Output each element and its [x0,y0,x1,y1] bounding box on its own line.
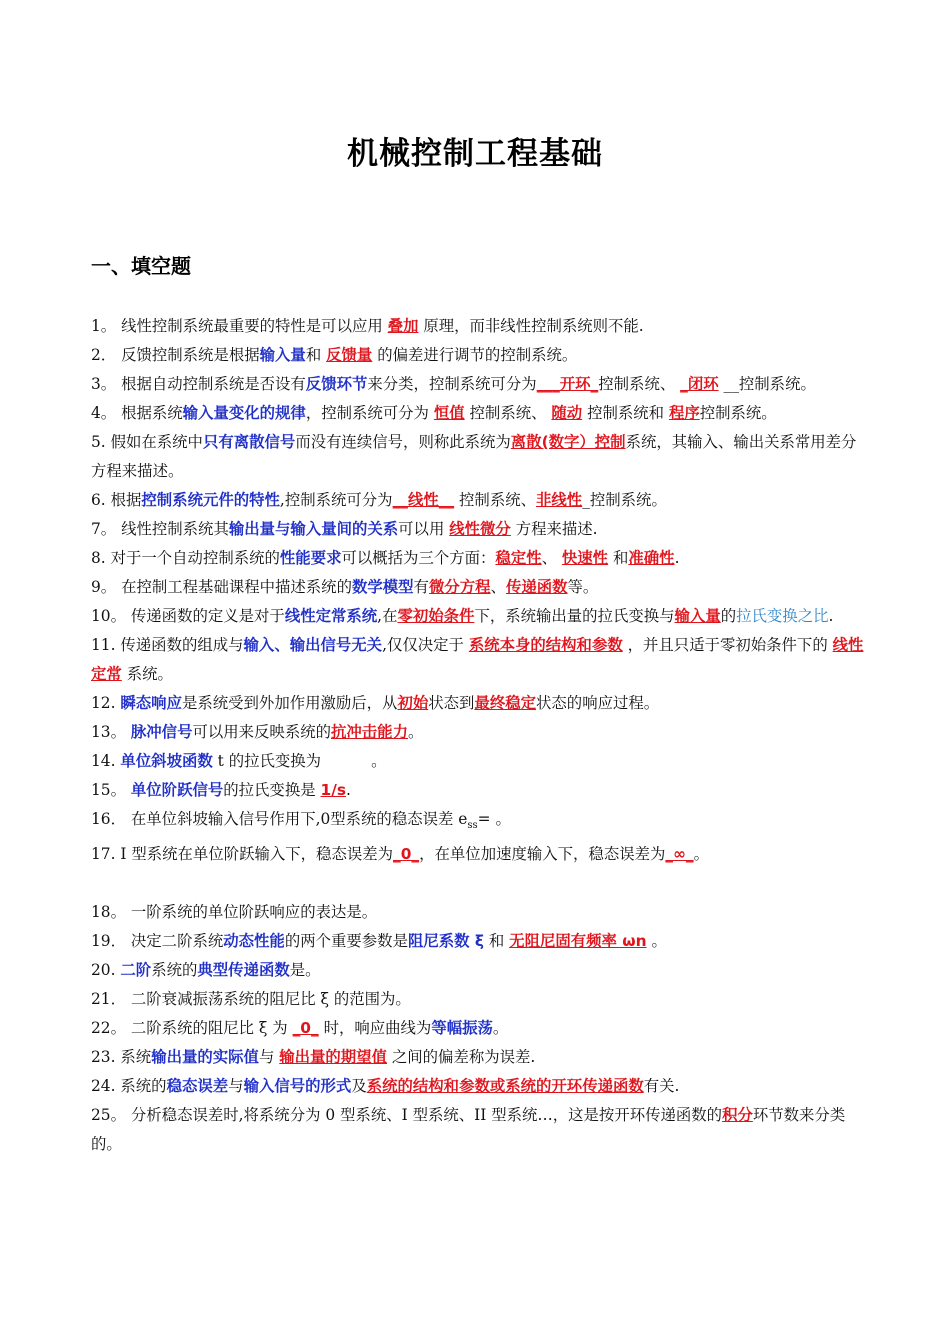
question-item [91,486,869,515]
question-text: 与 [258,1048,280,1067]
answer-blank: _0_ [292,1019,319,1038]
question-item [91,840,869,869]
question-number: 24. [91,1077,116,1096]
keyword-term: 脉冲信号 [130,723,193,741]
question-text: 环节数来分类的。 [91,1106,846,1154]
question-text: 传递函数的定义是对于 [130,607,285,625]
question-item [91,1072,869,1101]
question-number: 13。 [91,723,126,741]
question-number: 4。 [91,404,117,422]
question-text: 与 [228,1077,244,1096]
question-item [91,515,869,544]
question-text: 时，响应曲线为 [318,1019,432,1038]
question-text: 根据系统 [121,404,183,422]
question-number: 19． [91,932,126,951]
question-text: 决定二阶系统 [130,932,224,951]
question-text: 、 [541,549,562,567]
question-text: 来分类，控制系统可分为 [367,375,537,393]
answer-blank: _0_ [393,845,420,864]
question-number: 2． [91,346,117,364]
question-number: 1。 [91,317,117,335]
question-text: 方程来描述. [510,520,598,538]
keyword-term: 输出量的实际值 [151,1048,259,1067]
question-text: I 型系统在单位阶跃输入下，稳态误差为 [120,845,394,864]
question-text: 。 [371,752,387,770]
answer-blank: 叠加 [387,317,419,335]
question-text: 是。 [289,961,321,980]
question-item [91,747,869,776]
question-number: 16． [91,810,126,828]
section-heading: 一、填空题 [91,254,191,278]
answer-blank: 稳定性 [495,549,542,567]
question-number: 3。 [91,375,117,393]
question-item [91,312,869,341]
answer-blank: 程序 [668,404,700,422]
question-text: 传递函数的组成与 [120,636,244,654]
answer-blank: 准确性 [628,549,675,567]
answer-blank: 输入量 [674,607,721,625]
question-number: 9。 [91,578,117,596]
question-text: 的拉氏变换是 [223,781,321,799]
question-text: 二阶系统的阻尼比 ξ 为 [130,1019,293,1038]
question-item [91,956,869,985]
question-item [91,544,869,573]
question-item [91,985,869,1014]
answer-blank: 线性微分 [449,520,511,538]
question-text: __控制系统。 [718,375,816,393]
question-text: 。 [646,932,667,951]
question-item [91,805,869,840]
question-number: 15。 [91,781,126,799]
question-number: 14. [91,752,116,770]
question-text: 根据自动控制系统是否设有 [121,375,306,393]
document-title: 机械控制工程基础 [347,136,603,172]
subscript: ss [467,820,478,832]
question-text: 。 [492,1019,509,1038]
question-list [91,312,869,1159]
question-text: 分析稳态误差时,将系统分为 0 型系统、I 型系统、II 型系统…，这是按开环传递函数的 [130,1106,723,1125]
question-number: 21． [91,990,126,1009]
question-item [91,602,869,631]
answer-blank: _∞_ [665,845,694,864]
keyword-term: 线性定常系统 [284,607,378,625]
question-text: _控制系统。 [582,491,667,509]
question-item [91,1101,869,1159]
answer-blank: 离散(数字）控制 [510,433,626,451]
question-text: 原理，而非线性控制系统则不能. [418,317,644,335]
answer-blank: 最终稳定 [474,694,537,712]
question-text: 假如在系统中 [110,433,203,451]
question-number: 25。 [91,1106,126,1125]
answer-blank: 初始 [397,694,429,712]
question-text: 。 [407,723,424,741]
question-number: 12. [91,694,116,712]
question-text: ，并且只适于零初始条件下的 [622,636,833,654]
answer-blank: _闭环 [680,375,719,393]
keyword-term: 单位阶跃信号 [130,781,224,799]
question-number: 22。 [91,1019,126,1038]
question-text: . [674,549,680,567]
answer-blank: 1/s [320,781,346,799]
question-number: 8. [91,549,106,567]
answer-blank: 随动 [551,404,583,422]
answer-blank: 恒值 [433,404,465,422]
keyword-term: 性能要求 [279,549,342,567]
question-text: 及 [351,1077,367,1096]
question-text: 控制系统和 [582,404,669,422]
question-text: 系统。 [121,665,173,683]
answer-blank: 传递函数 [505,578,568,596]
question-text: = 。 [477,810,511,828]
question-text: 一阶系统的单位阶跃响应的表达是。 [130,903,378,922]
question-text: 之间的偏差称为误差. [386,1048,536,1067]
answer-blank: __线性__ [392,491,455,509]
question-text: 控制系统。 [699,404,777,422]
question-text: 系统 [120,1048,152,1067]
question-item [91,428,869,486]
answer-blank: 积分 [722,1106,753,1125]
answer-blank: 反馈量 [326,346,373,364]
question-number: 10。 [91,607,126,625]
question-text: t 的拉氏变换为 [212,752,322,770]
question-text: 对于一个自动控制系统的 [110,549,280,567]
keyword-term: 典型传递函数 [197,961,290,980]
highlight-term: 拉氏变换之比 [736,607,829,625]
question-text: ,在 [377,607,398,625]
question-text: 根据 [110,491,142,509]
question-item [91,776,869,805]
question-text: 系统的 [120,1077,167,1096]
question-text: 控制系统、 [454,491,536,509]
question-number: 11. [91,636,116,654]
question-number: 20. [91,961,116,980]
question-text: 线性控制系统最重要的特性是可以应用 [121,317,388,335]
keyword-term: 输入量 [259,346,306,364]
answer-blank: 微分方程 [428,578,491,596]
keyword-term: 动态性能 [223,932,285,951]
question-text: ,控制系统可分为 [279,491,393,509]
answer-blank: 系统本身的结构和参数 [468,636,623,654]
question-item [91,898,869,927]
question-text: 二阶衰减振荡系统的阻尼比 ξ 的范围为。 [130,990,411,1009]
question-text: 。 [693,845,710,864]
keyword-term: 只有离散信号 [202,433,296,451]
question-text: 而没有连续信号，则称此系统为 [295,433,511,451]
answer-blank: ___开环_ [536,375,599,393]
question-number: 18。 [91,903,126,922]
keyword-term: 二阶 [120,961,152,980]
answer-blank: 抗冲击能力 [331,723,408,741]
question-text: ，控制系统可分为 [305,404,434,422]
question-text: 和 [608,549,629,567]
question-text: 系统，其输入、输出关系常用差分方程来描述。 [91,433,857,480]
question-text: 控制系统、 [598,375,681,393]
keyword-term: 稳态误差 [166,1077,229,1096]
question-text: ，在单位加速度输入下，稳态误差为 [419,845,666,864]
keyword-term: 数学模型 [351,578,414,596]
question-item [91,370,869,399]
question-text: 的偏差进行调节的控制系统。 [372,346,578,364]
question-text: 系统的 [151,961,198,980]
question-text: 状态的响应过程。 [536,694,660,712]
question-number: 6. [91,491,106,509]
question-item [91,631,869,689]
question-item [91,399,869,428]
question-number: 17. [91,845,116,864]
question-text: 有 [413,578,429,596]
question-text: 和 [305,346,327,364]
question-text: 是系统受到外加作用激励后，从 [181,694,398,712]
keyword-term: 等幅振荡 [431,1019,493,1038]
question-text: 在控制工程基础课程中描述系统的 [121,578,352,596]
keyword-term: 单位斜坡函数 [120,752,213,770]
question-item [91,1014,869,1043]
question-number: 7。 [91,520,117,538]
answer-blank: 零初始条件 [397,607,475,625]
answer-blank: 线性定常 [91,636,864,683]
answer-blank: 系统的结构和参数或系统的开环传递函数 [366,1077,644,1096]
keyword-term: 反馈环节 [305,375,368,393]
question-text: 控制系统、 [464,404,552,422]
answer-blank: 输出量的期望值 [279,1048,387,1067]
question-text: 有关. [643,1077,680,1096]
keyword-term: 输入信号的形式 [243,1077,352,1096]
question-item [91,927,869,956]
question-text: 的两个重要参数是 [284,932,408,951]
question-text: . [346,781,351,799]
question-text: 下，系统输出量的拉氏变换与 [474,607,675,625]
answer-blank: 非线性 [536,491,583,509]
question-text: 等。 [567,578,599,596]
question-item [91,689,869,718]
question-text: 在单位斜坡输入信号作用下,0型系统的稳态误差 e [130,810,468,828]
question-text: 的 [720,607,737,625]
question-text: 可以用 [398,520,450,538]
question-text: ,仅仅决定于 [382,636,469,654]
question-text: 线性控制系统其 [121,520,229,538]
question-text: 状态到 [428,694,475,712]
keyword-term: 输入、输出信号无关 [243,636,383,654]
question-item [91,341,869,370]
keyword-term: 输入量变化的规律 [182,404,306,422]
keyword-term: 输出量与输入量间的关系 [228,520,399,538]
question-number: 5. [91,433,106,451]
answer-blank: 无阻尼固有频率 ωn [509,932,647,951]
question-text: 可以概括为三个方面： [341,549,496,567]
question-item [91,1043,869,1072]
question-text: . [828,607,834,625]
keyword-term: 瞬态响应 [120,694,182,712]
question-text: 、 [490,578,506,596]
question-item [91,573,869,602]
question-item [91,718,869,747]
keyword-term: 阻尼系数 ξ [407,932,484,951]
answer-blank: 快速性 [561,549,609,567]
question-text: 和 [483,932,510,951]
keyword-term: 控制系统元件的特性 [141,491,280,509]
question-text: 可以用来反映系统的 [192,723,331,741]
question-text: 反馈控制系统是根据 [121,346,260,364]
question-number: 23. [91,1048,116,1067]
